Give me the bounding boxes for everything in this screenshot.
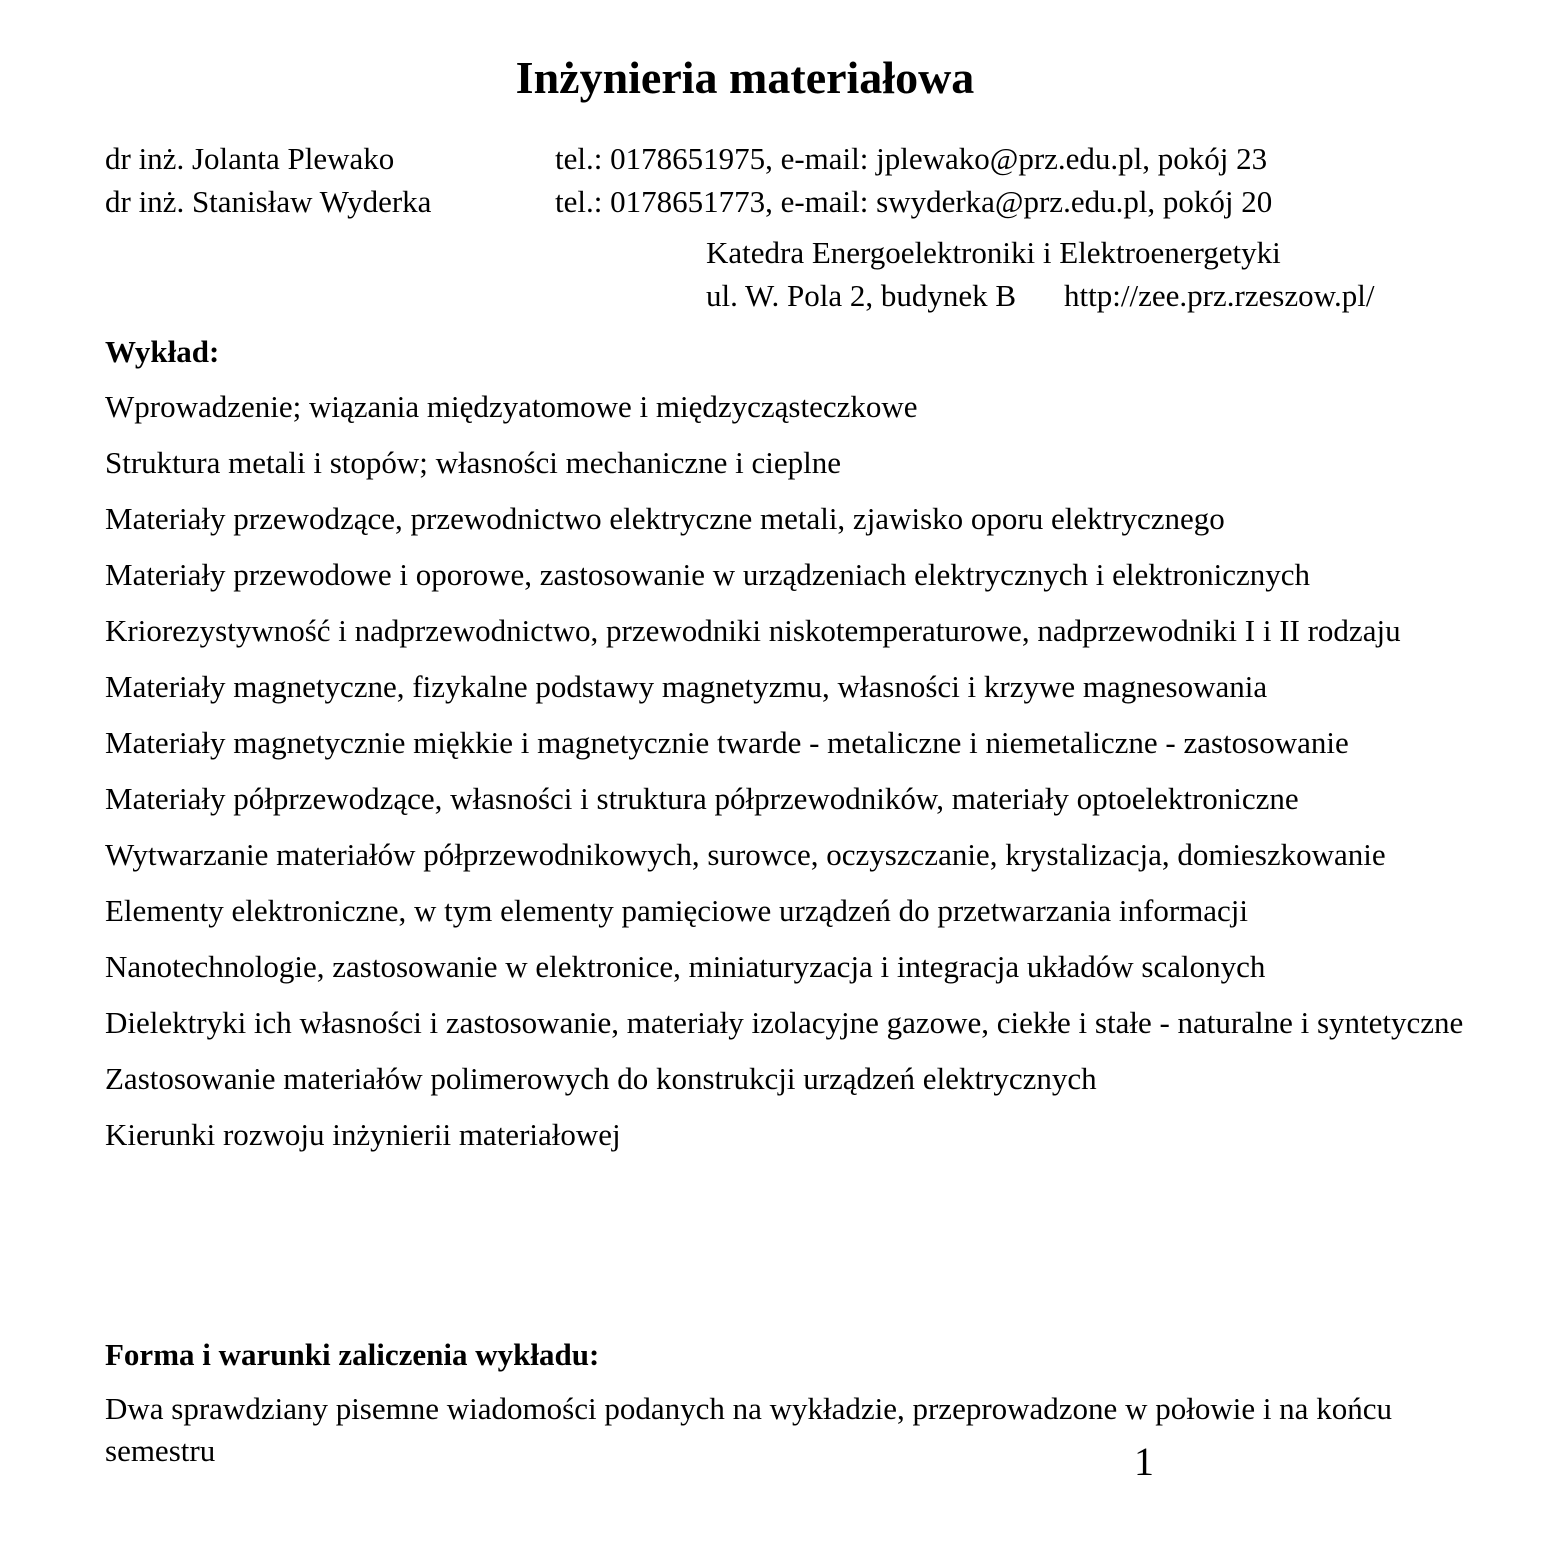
assessment-text: Dwa sprawdziany pisemne wiadomości podanych na wykładzie, przeprowadzone w połowie i na końcu semestru — [105, 1391, 1392, 1468]
page-number: 1 — [1134, 1439, 1154, 1484]
lecture-topic: Wprowadzenie; wiązania międzyatomowe i międzycząsteczkowe — [105, 389, 918, 424]
lecturer-contact-details: tel.: 0178651975, e-mail: jplewako@prz.edu.pl, pokój 23 — [555, 141, 1268, 176]
department-address: ul. W. Pola 2, budynek B — [706, 278, 1017, 313]
lecturer-name: dr inż. Jolanta Plewako — [105, 141, 395, 176]
lecture-topic: Struktura metali i stopów; własności mechaniczne i cieplne — [105, 445, 842, 480]
page-title: Inżynieria materiałowa — [515, 52, 975, 103]
lecture-topic: Materiały półprzewodzące, własności i struktura półprzewodników, materiały optoelektroniczne — [105, 781, 1299, 816]
lecture-topic: Materiały przewodowe i oporowe, zastosowanie w urządzeniach elektrycznych i elektronicznych — [105, 557, 1311, 592]
lecture-topic: Zastosowanie materiałów polimerowych do konstrukcji urządzeń elektrycznych — [105, 1061, 1097, 1096]
department-address-line — [706, 275, 1374, 317]
lecture-topic: Materiały przewodzące, przewodnictwo elektryczne metali, zjawisko oporu elektrycznego — [105, 501, 1225, 536]
lecture-topic: Kierunki rozwoju inżynierii materiałowej — [105, 1117, 621, 1152]
department-url: http://zee.prz.rzeszow.pl/ — [1064, 278, 1375, 313]
lecturer-name: dr inż. Stanisław Wyderka — [105, 184, 432, 219]
department-name: Katedra Energoelektroniki i Elektroenergetyki — [706, 235, 1281, 270]
lecture-heading: Wykład: — [105, 334, 220, 369]
assessment-heading: Forma i warunki zaliczenia wykładu: — [105, 1337, 600, 1372]
lecture-topic-list — [105, 386, 1525, 1170]
lecture-topic: Wytwarzanie materiałów półprzewodnikowych, surowce, oczyszczanie, krystalizacja, domieszkowanie — [105, 837, 1386, 872]
lecture-topic: Materiały magnetyczne, fizykalne podstawy magnetyzmu, własności i krzywe magnesowania — [105, 669, 1268, 704]
lecturer-contact-details: tel.: 0178651773, e-mail: swyderka@prz.edu.pl, pokój 20 — [555, 184, 1273, 219]
lecture-topic: Nanotechnologie, zastosowanie w elektronice, miniaturyzacja i integracja układów scalonych — [105, 949, 1266, 984]
lecture-topic: Kriorezystywność i nadprzewodnictwo, przewodniki niskotemperaturowe, nadprzewodniki I i II rodzaju — [105, 613, 1401, 648]
lecture-topic: Materiały magnetycznie miękkie i magnetycznie twarde - metaliczne i niemetaliczne - zastosowanie — [105, 725, 1349, 760]
lecture-topic: Dielektryki ich własności i zastosowanie, materiały izolacyjne gazowe, ciekłe i stałe - naturalne i syntetyczne — [105, 1005, 1464, 1040]
lecture-topic: Elementy elektroniczne, w tym elementy pamięciowe urządzeń do przetwarzania informacji — [105, 893, 1249, 928]
